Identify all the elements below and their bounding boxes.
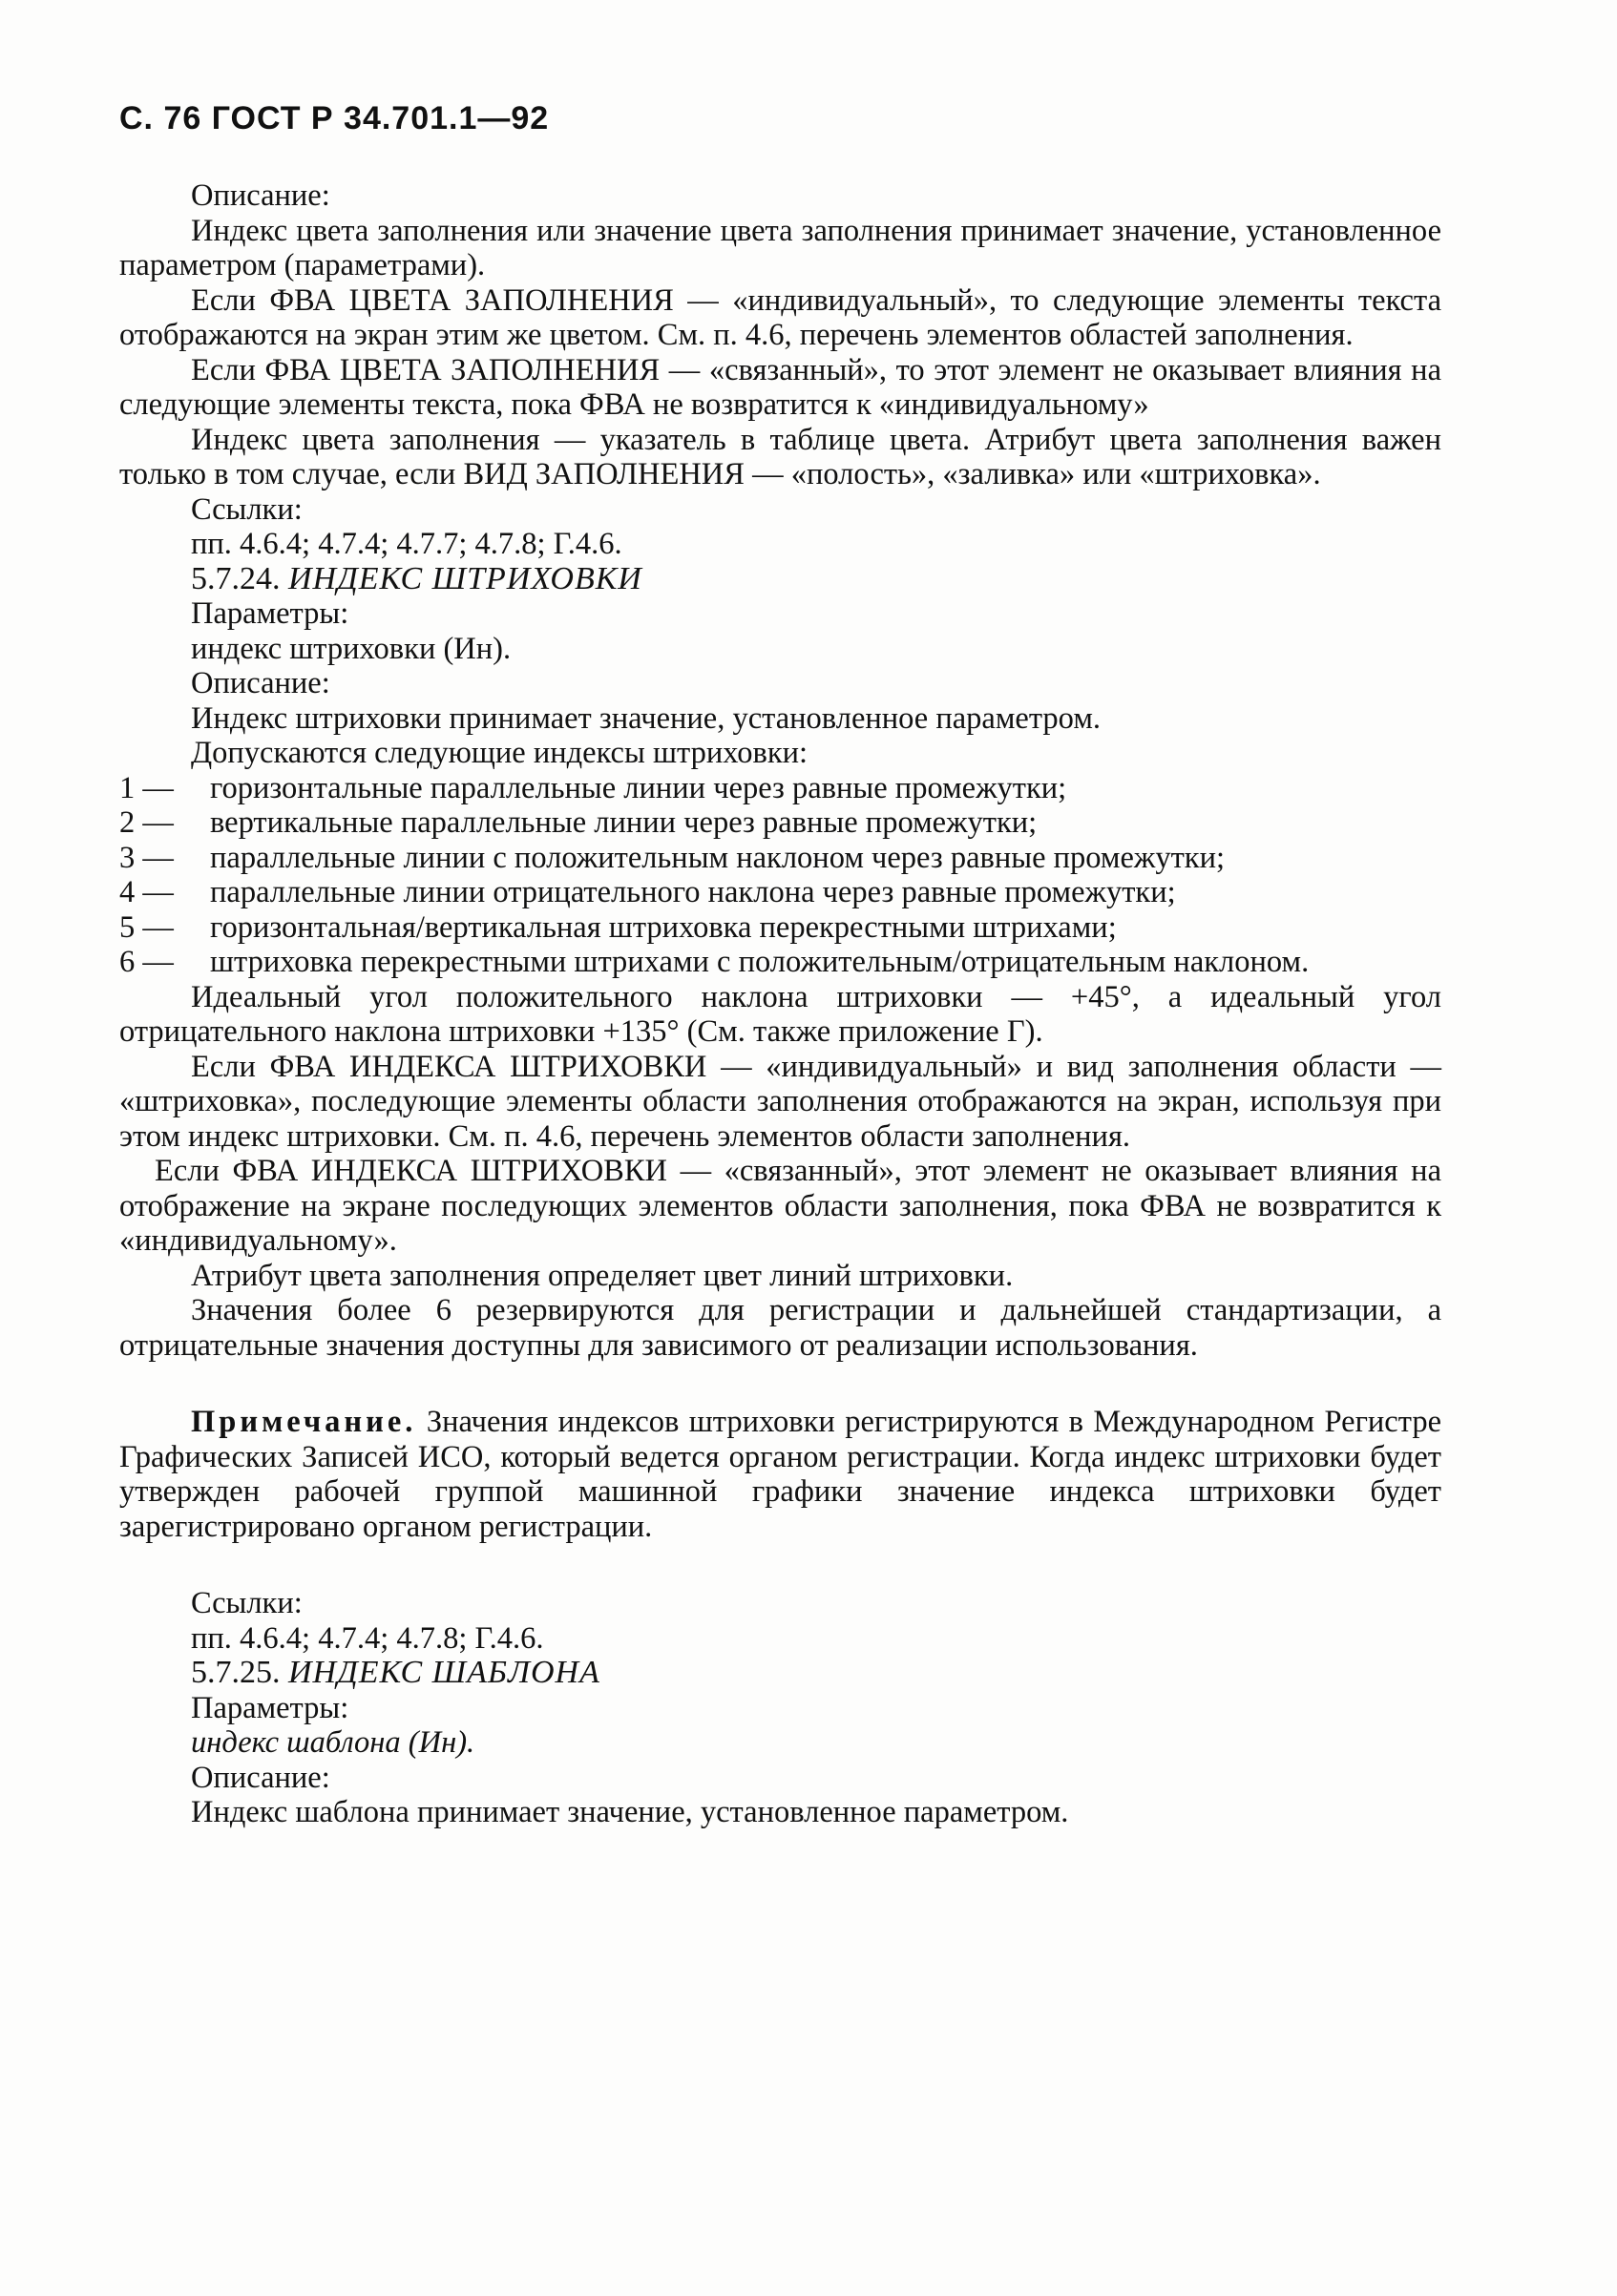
list-item [119,841,1441,876]
note-text: Значения индексов штриховки регистрируются в Международном Регистре Графических Записей ИСО, который ведется органом регистрации. Когда индекс штриховки будет утвержден рабочей группой машинной графики значение индекса штриховки будет зарегистрировано органом регистрации. [119,1405,1441,1544]
paragraph: Если ФВА ИНДЕКСА ШТРИХОВКИ — «связанный», этот элемент не оказывает влияния на отображение на экране последующих элементов области заполнения, пока ФВА не возвратится к «индивидуальному». [119,1154,1441,1258]
section-title: ИНДЕКС ШТРИХОВКИ [288,560,642,596]
list-text: параллельные линии с положительным наклоном через равные промежутки; [210,840,1226,875]
page-header: С. 76 ГОСТ Р 34.701.1—92 [119,100,550,136]
section-title: ИНДЕКС ШАБЛОНА [288,1655,600,1690]
list-item [119,910,1441,946]
references-label: Ссылки: [191,1586,303,1620]
parameter-value: индекс шаблона (Ин). [191,1725,475,1760]
paragraph: Если ФВА ЦВЕТА ЗАПОЛНЕНИЯ — «индивидуальный», то следующие элементы текста отображаются на экран этим же цветом. См. п. 4.6, перечень элементов областей заполнения. [119,282,1441,352]
list-number: 5 — [119,909,174,945]
description-label: Описание: [191,1760,330,1795]
paragraph: Если ФВА ЦВЕТА ЗАПОЛНЕНИЯ — «связанный», то этот элемент не оказывает влияния на следующие элементы текста, пока ФВА не возвратится к «индивидуальному» [119,352,1441,422]
list-number: 4 — [119,875,174,909]
list-text: штриховка перекрестными штрихами с положительным/отрицательным наклоном. [210,945,1310,979]
references-list: пп. 4.6.4; 4.7.4; 4.7.7; 4.7.8; Г.4.6. [191,527,622,561]
document-body [119,178,1441,1830]
list-item [119,875,1441,910]
paragraph: Индекс шаблона принимает значение, установленное параметром. [191,1795,1069,1829]
references-label: Ссылки: [191,491,303,527]
list-text: горизонтальные параллельные линии через равные промежутки; [210,770,1067,805]
paragraph: Если ФВА ИНДЕКСА ШТРИХОВКИ — «индивидуальный» и вид заполнения области — «штриховка», последующие элементы области заполнения отображаются на экран, используя при этом индекс штриховки. См. п. 4.6, перечень элементов области заполнения. [119,1049,1441,1154]
description-label: Описание: [191,178,330,213]
list-number: 2 — [119,805,174,840]
list-number: 6 — [119,945,174,979]
note-label: Примечание. [191,1405,417,1439]
paragraph: Индекс цвета заполнения или значение цвета заполнения принимает значение, установленное параметром (параметрами). [119,213,1441,282]
section-heading [119,562,1441,597]
list-number: 1 — [119,770,174,805]
list-text: вертикальные параллельные линии через равные промежутки; [210,805,1038,840]
section-number: 5.7.25. [191,1655,281,1690]
list-number: 3 — [119,840,174,875]
paragraph: Значения более 6 резервируются для регистрации и дальнейшей стандартизации, а отрицательные значения доступны для зависимого от реализации использования. [119,1293,1441,1363]
section-number: 5.7.24. [191,560,281,596]
list-text: параллельные линии отрицательного наклона через равные промежутки; [210,875,1176,909]
description-label: Описание: [191,666,330,700]
paragraph: Идеальный угол положительного наклона штриховки — +45°, а идеальный угол отрицательного наклона штриховки +135° (См. также приложение Г). [119,979,1441,1049]
note [119,1405,1441,1544]
parameters-label: Параметры: [191,1690,349,1725]
list-item [119,805,1441,841]
list-item [119,771,1441,806]
paragraph: Атрибут цвета заполнения определяет цвет линий штриховки. [191,1258,1014,1293]
list-item [119,945,1441,980]
parameters-label: Параметры: [191,596,349,631]
parameter-value: индекс штриховки (Ин). [191,631,512,666]
paragraph: Допускаются следующие индексы штриховки: [191,736,808,770]
paragraph: Индекс штриховки принимает значение, установленное параметром. [191,700,1102,736]
paragraph: Индекс цвета заполнения — указатель в таблице цвета. Атрибут цвета заполнения важен только в том случае, если ВИД ЗАПОЛНЕНИЯ — «полость», «заливка» или «штриховка». [119,422,1441,491]
section-heading [119,1656,1441,1691]
references-list: пп. 4.6.4; 4.7.4; 4.7.8; Г.4.6. [191,1620,544,1656]
list-text: горизонтальная/вертикальная штриховка перекрестными штрихами; [210,909,1117,945]
